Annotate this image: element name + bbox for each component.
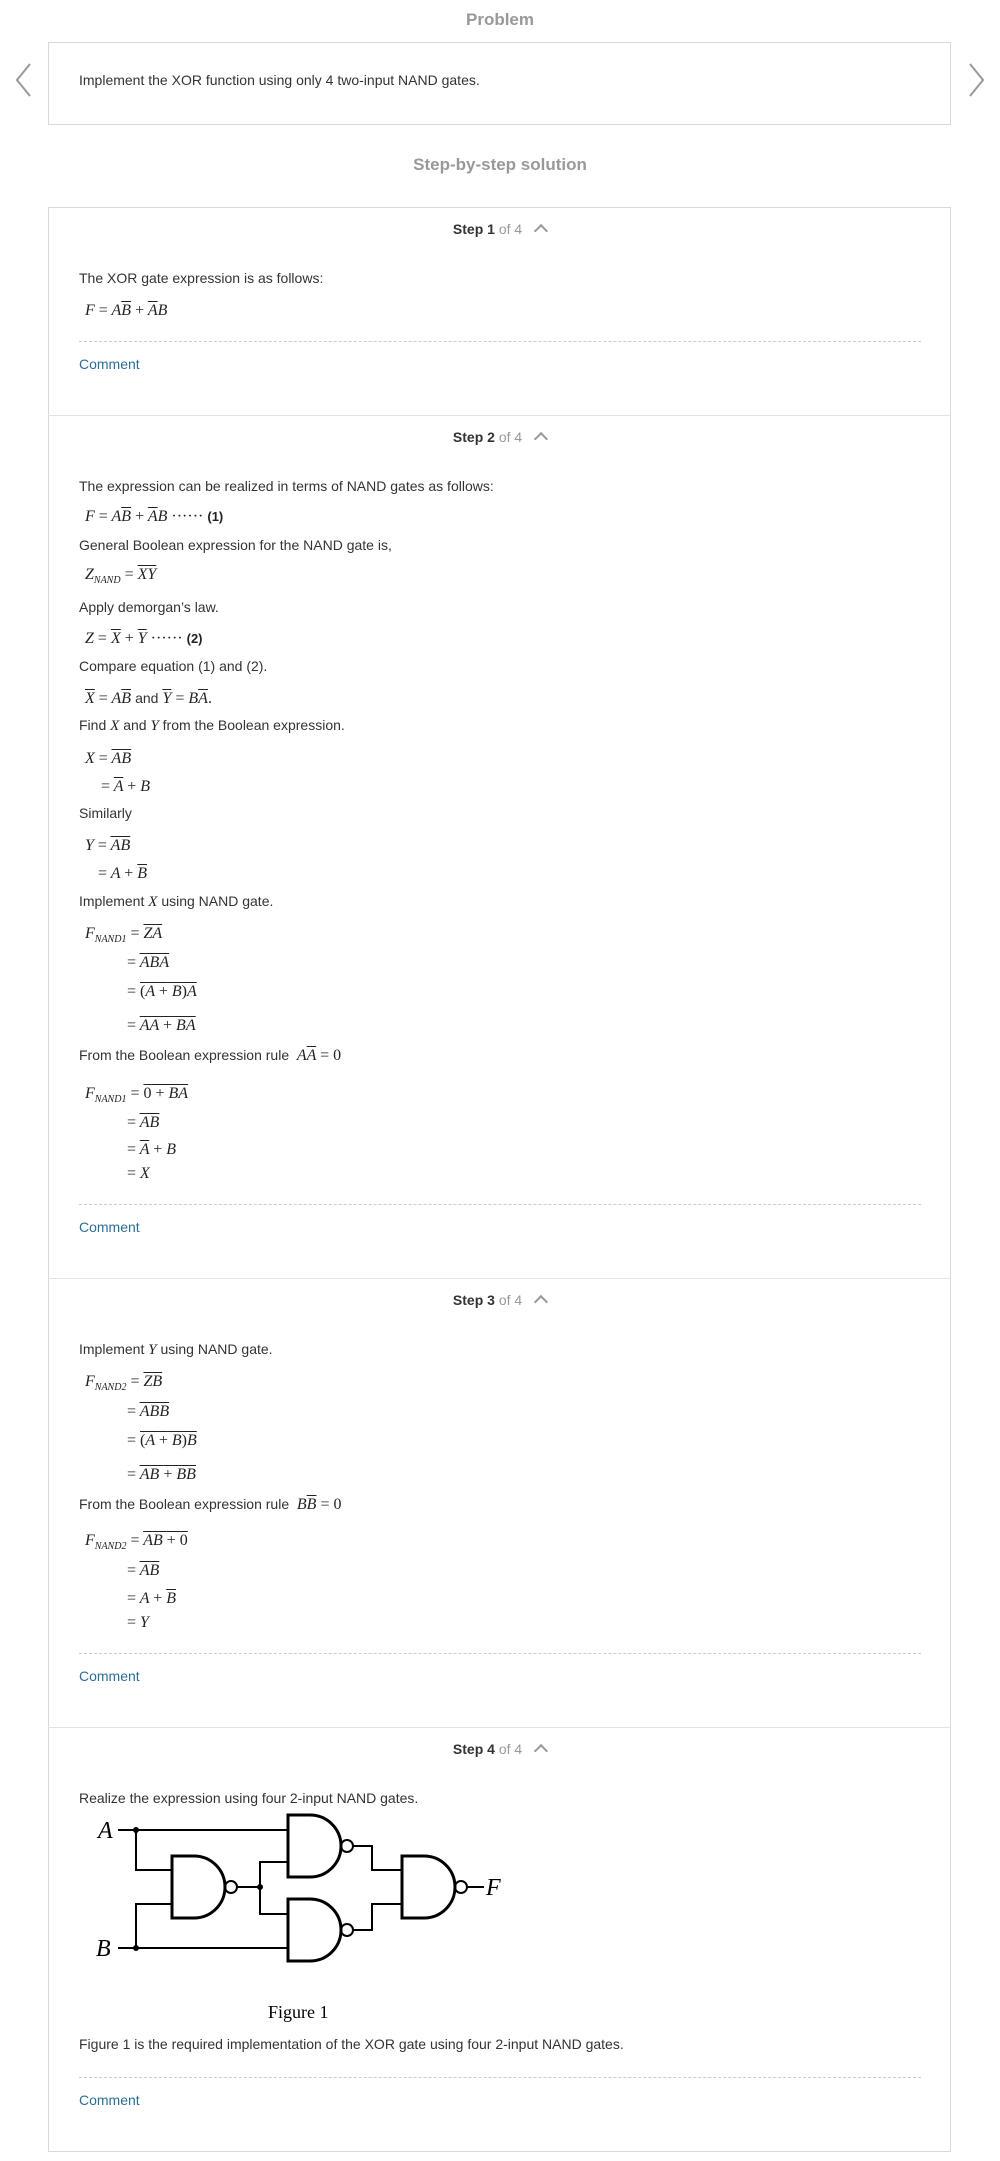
step-4-text-1: Realize the expression using four 2-input NAND gates. [79,1790,419,1806]
step-label: Step 1 [452,221,495,237]
fnand2-line-1: $F_{NAND2} = \overline{ZB}$ [85,1373,163,1393]
figure-caption: Figure 1 [268,2002,329,2022]
divider [79,341,921,342]
step-2-text-5: Find X and Y from the Boolean expression. [79,717,345,734]
comment-link[interactable]: Comment [79,1668,140,1684]
chevron-up-icon[interactable] [534,432,548,446]
chevron-up-icon[interactable] [534,1744,548,1758]
fnand1-line-3: = (A + B)A [127,983,197,1000]
fnand2-rule-4: = Y [127,1614,149,1631]
step-2-text-8: From the Boolean expression rule $A\overline{A} = 0$ [79,1047,342,1064]
nand-gate-3 [288,1899,341,1961]
fnand2-rule-2: = AB [127,1562,160,1579]
step-2-text-1: The expression can be realized in terms of NAND gates as follows: [79,478,494,494]
fnand2-line-4: = AB + BB [127,1466,196,1483]
nand-xor-circuit [90,1808,510,2028]
nand-expression: $Z_{NAND} = \overline{XY}$ [85,566,157,586]
problem-header: Problem [465,10,535,29]
nand-gate-2 [288,1815,341,1877]
step-4-text-2: Figure 1 is the required implementation of the XOR gate using four 2-input NAND gates. [79,2036,624,2052]
equation-number: (2) [186,631,203,646]
equation-number: (1) [207,509,224,524]
step-2-text-6: Similarly [79,805,132,821]
step-3-text-2: From the Boolean expression rule $B\overline{B} = 0$ [79,1496,342,1513]
fnand2-rule-3: = $A + \overline{B}$ [127,1590,177,1607]
step-3-header[interactable] [48,1292,951,1308]
divider [79,1204,921,1205]
step-separator [48,1727,951,1728]
x-derivation-1: X = AB [85,750,132,767]
step-3-text-1: Implement Y using NAND gate. [79,1341,273,1358]
step-2-text-7: Implement X using NAND gate. [79,893,274,910]
step-1-header[interactable] [48,221,951,237]
nand-gate-1 [172,1856,225,1918]
fnand1-line-4: = AA + BA [127,1017,196,1034]
step-label: Step 3 [452,1292,495,1308]
divider [79,1653,921,1654]
fnand1-rule-1: $F_{NAND1} = 0$ + BA [85,1085,189,1105]
chevron-up-icon[interactable] [534,224,548,238]
fnand1-line-2: = ABA [127,954,170,971]
step-2-text-2: General Boolean expression for the NAND gate is, [79,537,392,553]
step-separator [48,415,951,416]
fnand1-rule-2: = AB [127,1114,160,1131]
step-label: Step 2 [452,429,495,445]
compare-expression: $\overline{X} = A\overline{B}$ and $\overline{Y} = B\overline{A}$. [85,690,212,707]
y-derivation-1: Y = AB [85,837,131,854]
step-count: of 4 [498,429,523,445]
fnand2-line-3: = (A + B)B [127,1432,197,1449]
step-2-text-4: Compare equation (1) and (2). [79,658,268,674]
nand-gate-4 [402,1856,455,1918]
divider [79,2077,921,2078]
step-2-text-3: Apply demorgan’s law. [79,599,219,615]
solution-header: Step-by-step solution [413,155,587,174]
step-2-header[interactable] [48,429,951,445]
equation-1: $F = A\overline{B} + \overline{A}B$ ······ (1) [85,508,224,525]
step-count: of 4 [498,221,523,237]
fnand1-line-1: $F_{NAND1} = \overline{ZA}$ [85,925,163,945]
input-b-label: B [96,1936,111,1962]
step-count: of 4 [498,1292,523,1308]
problem-text: Implement the XOR function using only 4 two-input NAND gates. [79,72,480,88]
fnand2-rule-1: $F_{NAND2}$ = AB + 0 [85,1532,188,1552]
chevron-left-icon[interactable] [14,62,34,98]
step-count: of 4 [498,1741,523,1757]
step-separator [48,1278,951,1279]
fnand1-rule-4: = X [127,1165,150,1182]
output-f-label: F [486,1875,501,1901]
chevron-up-icon[interactable] [534,1295,548,1309]
step-label: Step 4 [452,1741,495,1757]
fnand1-rule-3: = $\overline{A} + B$ [127,1141,177,1158]
comment-link[interactable]: Comment [79,2092,140,2108]
x-derivation-2: = $\overline{A} + B$ [101,778,151,795]
equation-2: $Z = \overline{X} + \overline{Y}$ ······ (2) [85,630,203,647]
input-a-label: A [98,1818,113,1844]
chevron-right-icon[interactable] [966,62,986,98]
y-derivation-2: = $A + \overline{B}$ [98,865,148,882]
step-4-header[interactable] [48,1741,951,1757]
fnand2-line-2: = ABB [127,1403,170,1420]
xor-expression: $F = A\overline{B} + \overline{A}B$ [85,302,168,319]
step-1-intro: The XOR gate expression is as follows: [79,270,324,286]
comment-link[interactable]: Comment [79,1219,140,1235]
comment-link[interactable]: Comment [79,356,140,372]
